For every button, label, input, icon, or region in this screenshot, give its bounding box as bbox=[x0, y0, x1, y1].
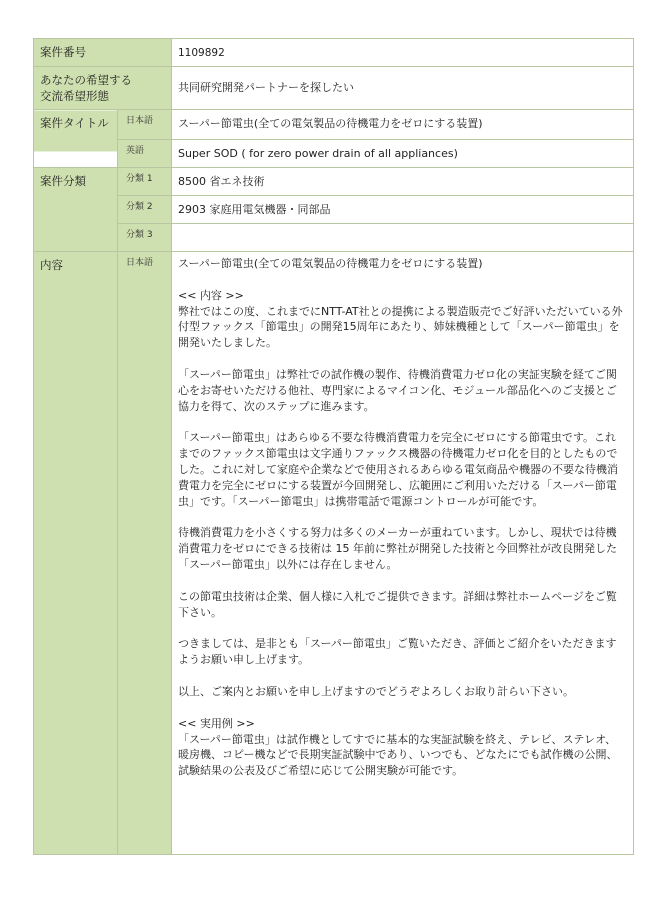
paragraph-gap bbox=[178, 620, 627, 636]
desired-form-label-line2: 交流希望形態 bbox=[40, 89, 109, 103]
title-jp-label: 日本語 bbox=[118, 110, 172, 140]
paragraph-gap bbox=[178, 414, 627, 430]
title-en-row bbox=[34, 140, 634, 168]
category-row-2 bbox=[34, 196, 634, 224]
paragraph-gap bbox=[178, 668, 627, 684]
title-jp-row bbox=[34, 110, 634, 140]
content-paragraph: 待機消費電力を小さくする努力は多くのメーカーが重ねています。しかし、現状では待機消費電力をゼロにできる技術は 15 年前に弊社が開発した技術と今回弊社が改良開発した「スーパー節電虫」以外には存在しません。 bbox=[178, 526, 617, 571]
desired-form-value: 共同研究開発パートナーを探したい bbox=[172, 67, 634, 110]
case-info-table bbox=[33, 38, 634, 855]
content-heading: << 実用例 >> bbox=[178, 716, 255, 730]
case-number-row bbox=[34, 39, 634, 67]
category-3-label: 分類 3 bbox=[118, 224, 172, 252]
case-sheet bbox=[33, 38, 633, 855]
content-paragraph: 以上、ご案内とお願いを申し上げますのでどうぞよろしくお取り計らい下さい。 bbox=[178, 684, 574, 698]
title-en-value: Super SOD ( for zero power drain of all appliances) bbox=[172, 140, 634, 168]
content-row bbox=[34, 252, 634, 855]
case-number-label: 案件番号 bbox=[34, 39, 172, 67]
desired-form-label bbox=[34, 67, 172, 110]
paragraph-gap bbox=[178, 573, 627, 589]
desired-form-row bbox=[34, 67, 634, 110]
title-label-text: 案件タイトル bbox=[40, 116, 109, 130]
title-jp-value: スーパー節電虫(全ての電気製品の待機電力をゼロにする装置) bbox=[172, 110, 634, 140]
category-label: 案件分類 bbox=[34, 168, 118, 252]
content-paragraph: 「スーパー節電虫」は弊社での試作機の製作、待機消費電力ゼロ化の実証実験を経てご関心をお寄せいただける他社、専門家によるマイコン化、モジュール部品化へのご支援とご協力を得て、次のステップに進みます。 bbox=[178, 367, 617, 413]
category-1-label: 分類 1 bbox=[118, 168, 172, 196]
category-row-3 bbox=[34, 224, 634, 252]
content-label: 内容 bbox=[34, 252, 118, 855]
content-paragraph: この節電虫技術は企業、個人様に入札でご提供できます。詳細は弊社ホームページをご覧下さい。 bbox=[178, 589, 617, 619]
case-number-value: 1109892 bbox=[172, 39, 634, 67]
category-2-value: 2903 家庭用電気機器・同部品 bbox=[172, 196, 634, 224]
content-paragraph: スーパー節電虫(全ての電気製品の待機電力をゼロにする装置) bbox=[178, 257, 483, 270]
paragraph-gap bbox=[178, 272, 627, 288]
content-body bbox=[172, 252, 634, 855]
title-label bbox=[34, 110, 118, 168]
content-paragraph: 「スーパー節電虫」はあらゆる不要な待機消費電力を完全にゼロにする節電虫です。これまでのファックス節電虫は文字通りファックス機器の待機電力ゼロ化を目的としたものでした。これに対して家庭や企業などで使用されるあらゆる電気商品や機器の不要な待機消費電力を完全にゼロにする装置が今回開発し、広範囲にご利用いただける「スーパー節電虫」です。「スーパー節電虫」は携帯電話で電源コントロールが可能です。 bbox=[178, 431, 618, 508]
category-row-1 bbox=[34, 168, 634, 196]
paragraph-gap bbox=[178, 700, 627, 716]
content-heading: << 内容 >> bbox=[178, 288, 244, 302]
paragraph-gap bbox=[178, 351, 627, 367]
content-paragraph: 弊社ではこの度、これまでにNTT-AT社との提携による製造販売でご好評いただいている外付型ファックス「節電虫」の開発15周年にあたり、姉妹機種として「スーパー節電虫」を開発いたしました。 bbox=[178, 304, 623, 350]
content-paragraph: 「スーパー節電虫」は試作機としてすでに基本的な実証試験を終え、テレビ、ステレオ、暖房機、コピー機などで長期実証試験中であり、いつでも、どなたにでも試作機の公開、試験結果の公表及びご希望に応じて公開実験が可能です。 bbox=[178, 732, 618, 778]
category-2-label: 分類 2 bbox=[118, 196, 172, 224]
content-paragraph: つきましては、是非とも「スーパー節電虫」ご覧いただき、評価とご紹介をいただきますようお願い申し上げます。 bbox=[178, 637, 617, 667]
title-en-label: 英語 bbox=[118, 140, 172, 168]
category-1-value: 8500 省エネ技術 bbox=[172, 168, 634, 196]
content-jp-label: 日本語 bbox=[118, 252, 172, 855]
paragraph-gap bbox=[178, 509, 627, 525]
desired-form-label-line1: あなたの希望する bbox=[40, 73, 132, 87]
category-3-value bbox=[172, 224, 634, 252]
